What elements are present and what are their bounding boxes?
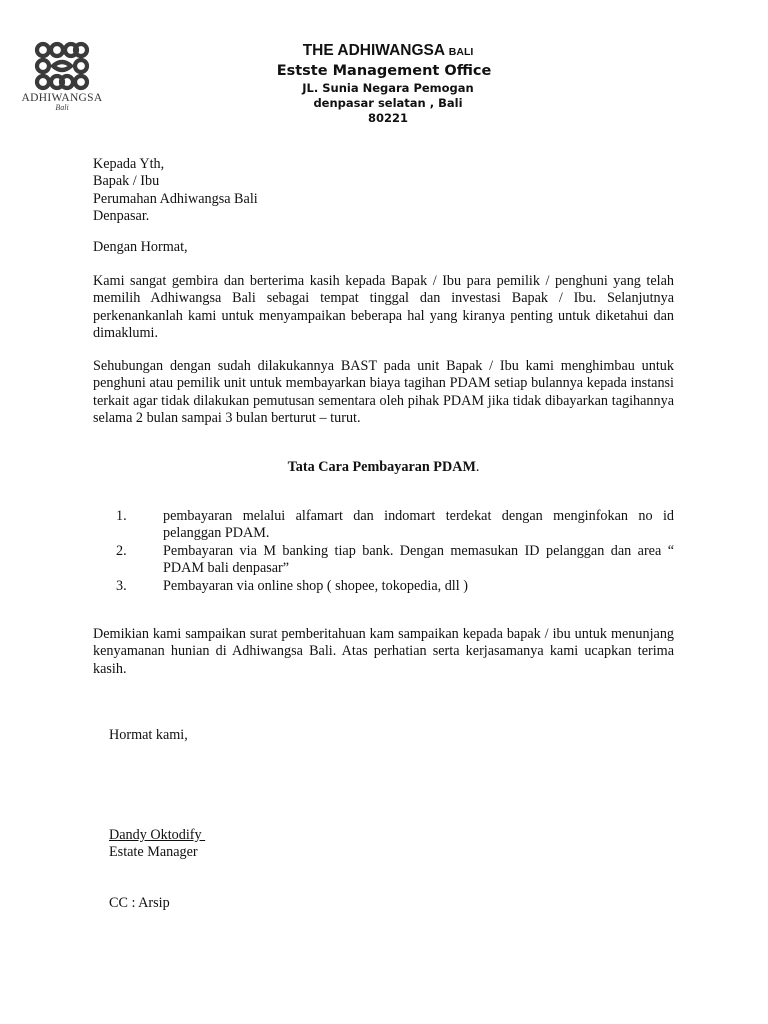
- recipient-line-3: Perumahan Adhiwangsa Bali: [93, 190, 258, 207]
- address-line-2: denpasar selatan , Bali: [313, 96, 463, 110]
- list-item: [93, 578, 674, 595]
- section-title: [93, 459, 674, 476]
- letterhead-address: [0, 81, 768, 126]
- letterhead-title-main: THE ADHIWANGSA: [302, 42, 445, 59]
- logo-subtitle: Bali: [55, 103, 69, 112]
- letterhead-office: Estste Management Office: [276, 63, 492, 79]
- list-item-number: 3.: [116, 577, 127, 594]
- paragraph-pdam-notice: Sehubungan dengan sudah dilakukannya BAST pada unit Bapak / Ibu kami menghimbau untuk penghuni atau pemilik unit untuk membayarkan biaya tagihan PDAM setiap bulannya kepada instansi terkait agar tidak dilakukan pemutusan sementara oleh pihak PDAM jika tidak dibayarkan tagihannya selama 2 bulan sampai 3 bulan berturut – turut.: [93, 358, 674, 427]
- section-title-suffix: .: [475, 459, 480, 475]
- logo-wordmark: ADHIWANGSA: [21, 92, 103, 104]
- recipient-line-2: Bapak / Ibu: [93, 173, 160, 190]
- paragraph-closing: Demikian kami sampaikan surat pemberitahuan kam sampaikan kepada bapak / ibu untuk menunjang kenyamanan hunian di Adhiwangsa Bali. Atas perhatian serta kerjasamanya kami ucapkan terima kasih.: [93, 626, 674, 677]
- signoff: Hormat kami,: [109, 727, 188, 743]
- list-item: [93, 508, 674, 543]
- recipient-block: [93, 156, 674, 226]
- signature-block: [109, 827, 205, 862]
- list-item-text: Pembayaran via M banking tiap bank. Dengan memasukan ID pelanggan dan area “ PDAM bali denpasar”: [163, 542, 674, 577]
- list-item-text: pembayaran melalui alfamart dan indomart terdekat dengan menginfokan no id pelanggan PDAM.: [163, 508, 674, 542]
- list-item-number: 1.: [116, 508, 127, 524]
- paragraph-intro: Kami sangat gembira dan berterima kasih kepada Bapak / Ibu para pemilik / penghuni yang telah memilih Adhiwangsa Bali sebagai tempat tinggal dan investasi Bapak / Ibu. Selanjutnya perkenankanlah kami untuk menyampaikan beberapa hal yang kiranya penting untuk diketahui dan dimaklumi.: [93, 273, 674, 342]
- signer-title: Estate Manager: [109, 844, 198, 861]
- recipient-line-4: Denpasar.: [93, 208, 150, 225]
- recipient-line-1: Kepada Yth,: [93, 156, 165, 172]
- letterhead-title-small: BALI: [448, 46, 474, 58]
- list-item-number: 2.: [116, 542, 127, 559]
- letterhead-title: [0, 42, 768, 60]
- payment-steps-list: [93, 508, 674, 595]
- address-postcode: 80221: [367, 111, 408, 125]
- address-line-1: JL. Sunia Negara Pemogan: [302, 81, 474, 95]
- signer-name: Dandy Oktodify: [109, 827, 206, 843]
- greeting: Dengan Hormat,: [93, 239, 188, 255]
- cc-line: CC : Arsip: [109, 895, 170, 911]
- list-item-text: Pembayaran via online shop ( shopee, tokopedia, dll ): [163, 577, 468, 594]
- list-item: [93, 543, 674, 578]
- section-title-text: Tata Cara Pembayaran PDAM: [287, 459, 476, 475]
